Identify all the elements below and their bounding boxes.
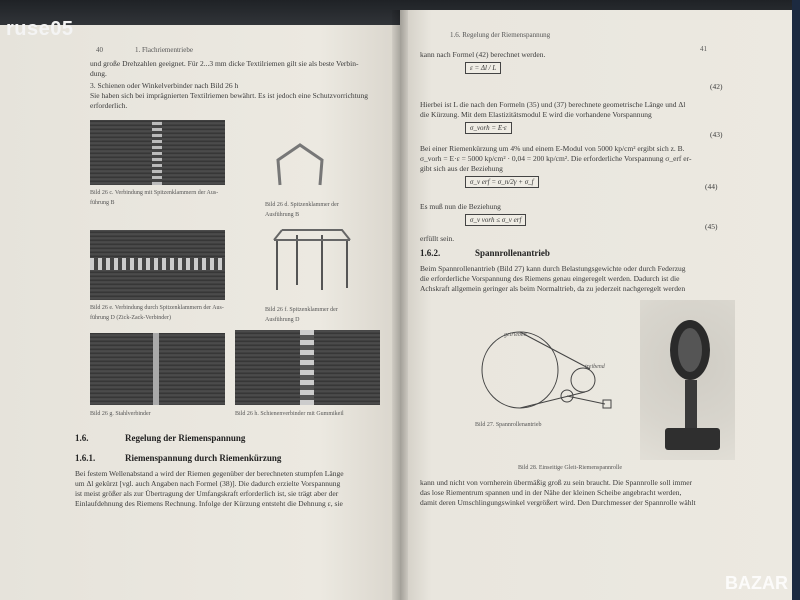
subsection-number: 1.6.2. [420,248,441,258]
text-line: σ_vorh = E·ε = 5000 kp/cm² · 0,04 = 200 kp/cm². Die erforderliche Vorspannung σ_erf er- [420,154,692,163]
subsection-title: Spannrollenantrieb [475,248,550,258]
equation-number: (42) [710,82,723,91]
diagram-label: getrieben [504,332,527,338]
text-line: erforderlich. [90,101,128,110]
text-line: dung. [90,69,107,78]
diagram-label: treibend [585,364,605,370]
figure-caption: Bild 26 h. Schienenverbinder mit Gummikeil [235,411,344,417]
figure-clamp-d [262,210,362,300]
text-line: die Kürzung. Mit dem Elastizitätsmodul E wird die vorhandene Vorspannung [420,110,652,119]
text-line: Sie haben sich bei imprägnierten Textilriemen bewährt. Es ist jedoch eine Schutzvorrichtung [90,91,369,100]
figure-caption: Bild 27. Spannrollenantrieb [475,422,542,428]
figure-pulley-photo [640,300,735,460]
left-page [0,25,400,600]
figure-rail-joint [235,330,380,405]
figure-belt-joint-b [90,120,225,185]
text-line: erfüllt sein. [420,234,455,243]
equation-number: (44) [705,182,718,191]
equation-number: (43) [710,130,723,139]
text-line: Beim Spannrollenantrieb (Bild 27) kann durch Belastungsgewichte oder durch Federzug [420,264,686,273]
section-title: Regelung der Riemenspannung [125,433,246,443]
subsection-title: Riemenspannung durch Riemenkürzung [125,453,282,463]
corner-logo: BAZAR [725,573,788,593]
figure-caption: Bild 28. Einseitige Gleit-Riemenspannrolle [518,465,622,471]
text-line: 3. Schienen oder Winkelverbinder nach Bild 26 h [90,81,239,90]
book-cover-edge [792,0,800,600]
equation-number: (45) [705,222,718,231]
page-number: 40 [96,46,103,54]
figure-belt-joint-d [90,230,225,300]
page-number: 41 [700,45,707,53]
running-header: 1. Flachriementriebe [135,46,193,54]
equation-44: σ_v erf = σ_n/2γ + σ_f [465,176,539,188]
text-line: Bei einer Riemenkürzung um 4% und einem E-Modul von 5000 kp/cm² ergibt sich z. B. [420,144,685,153]
text-line: Achskraft allgemein geringer als beim Normaltrieb, da zu jederzeit nachgeregelt werden [420,284,686,293]
text-line: kann und nicht von vornherein übermäßig groß zu sein braucht. Die Spannrolle soll immer [420,478,693,487]
equation-42: ε = Δl / L [465,62,501,74]
text-line: damit deren Umschlingungswinkel vergrößert wird. Den Durchmesser der Spannrolle wählt [420,498,696,507]
figure-caption: Bild 26 g. Stahlverbinder [90,411,151,417]
text-line: und große Drehzahlen geeignet. Für 2...3 mm dicke Textilriemen gilt sie als beste Verbin- [90,59,359,68]
subsection-number: 1.6.1. [75,453,96,463]
figure-clamp-b [270,135,340,195]
running-header: 1.6. Regelung der Riemenspannung [450,31,551,39]
figure-caption: Bild 26 e. Verbindung durch Spitzenklammern der Aus- führung D (Zick-Zack-Verbinder) [90,305,224,321]
body-line: um Δl gekürzt [vgl. auch Angaben nach Formel (38)]. Die dadurch erzielte Vorspannung [75,479,341,488]
figure-steel-joint [90,333,225,405]
body-line: Bei festem Wellenabstand a wird der Riemen gegenüber der berechneten stumpfen Länge [75,469,344,478]
watermark: ruse05 [6,18,74,40]
body-line: ist meist größer als zur Übertragung der Umfangskraft erforderlich ist, sie trägt aber der [75,489,339,498]
figure-caption: Bild 26 f. Spitzenklammer der Ausführung D [265,307,338,323]
body-line: Einlaufdehnung des Riemens Rechnung. Infolge der Kürzung entsteht die Dehnung ε, sie [75,499,343,508]
figure-caption: Bild 26 d. Spitzenklammer der Ausführung B [265,202,339,218]
text-line: die erforderliche Vorspannung des Riemens genau eingeregelt werden. Dadurch ist die [420,274,680,283]
equation-43: σ_vorh = E·ε [465,122,512,134]
book-spine [392,10,408,600]
figure-caption: Bild 26 c. Verbindung mit Spitzenklammern der Aus- führung B [90,190,219,206]
text-line: das lose Riementrum spannen und in der Nähe der kleinen Scheibe angebracht werden, [420,488,682,497]
text-line: Hierbei ist L die nach den Formeln (35) und (37) berechnete geometrische Länge und Δl [420,100,686,109]
equation-45: σ_v vorh ≤ σ_v erf [465,214,526,226]
text-line: Es muß nun die Beziehung [420,202,501,211]
right-page [400,10,792,600]
section-number: 1.6. [75,433,89,443]
text-line: kann nach Formel (42) berechnet werden. [420,50,546,59]
text-line: gibt sich aus der Beziehung [420,164,503,173]
